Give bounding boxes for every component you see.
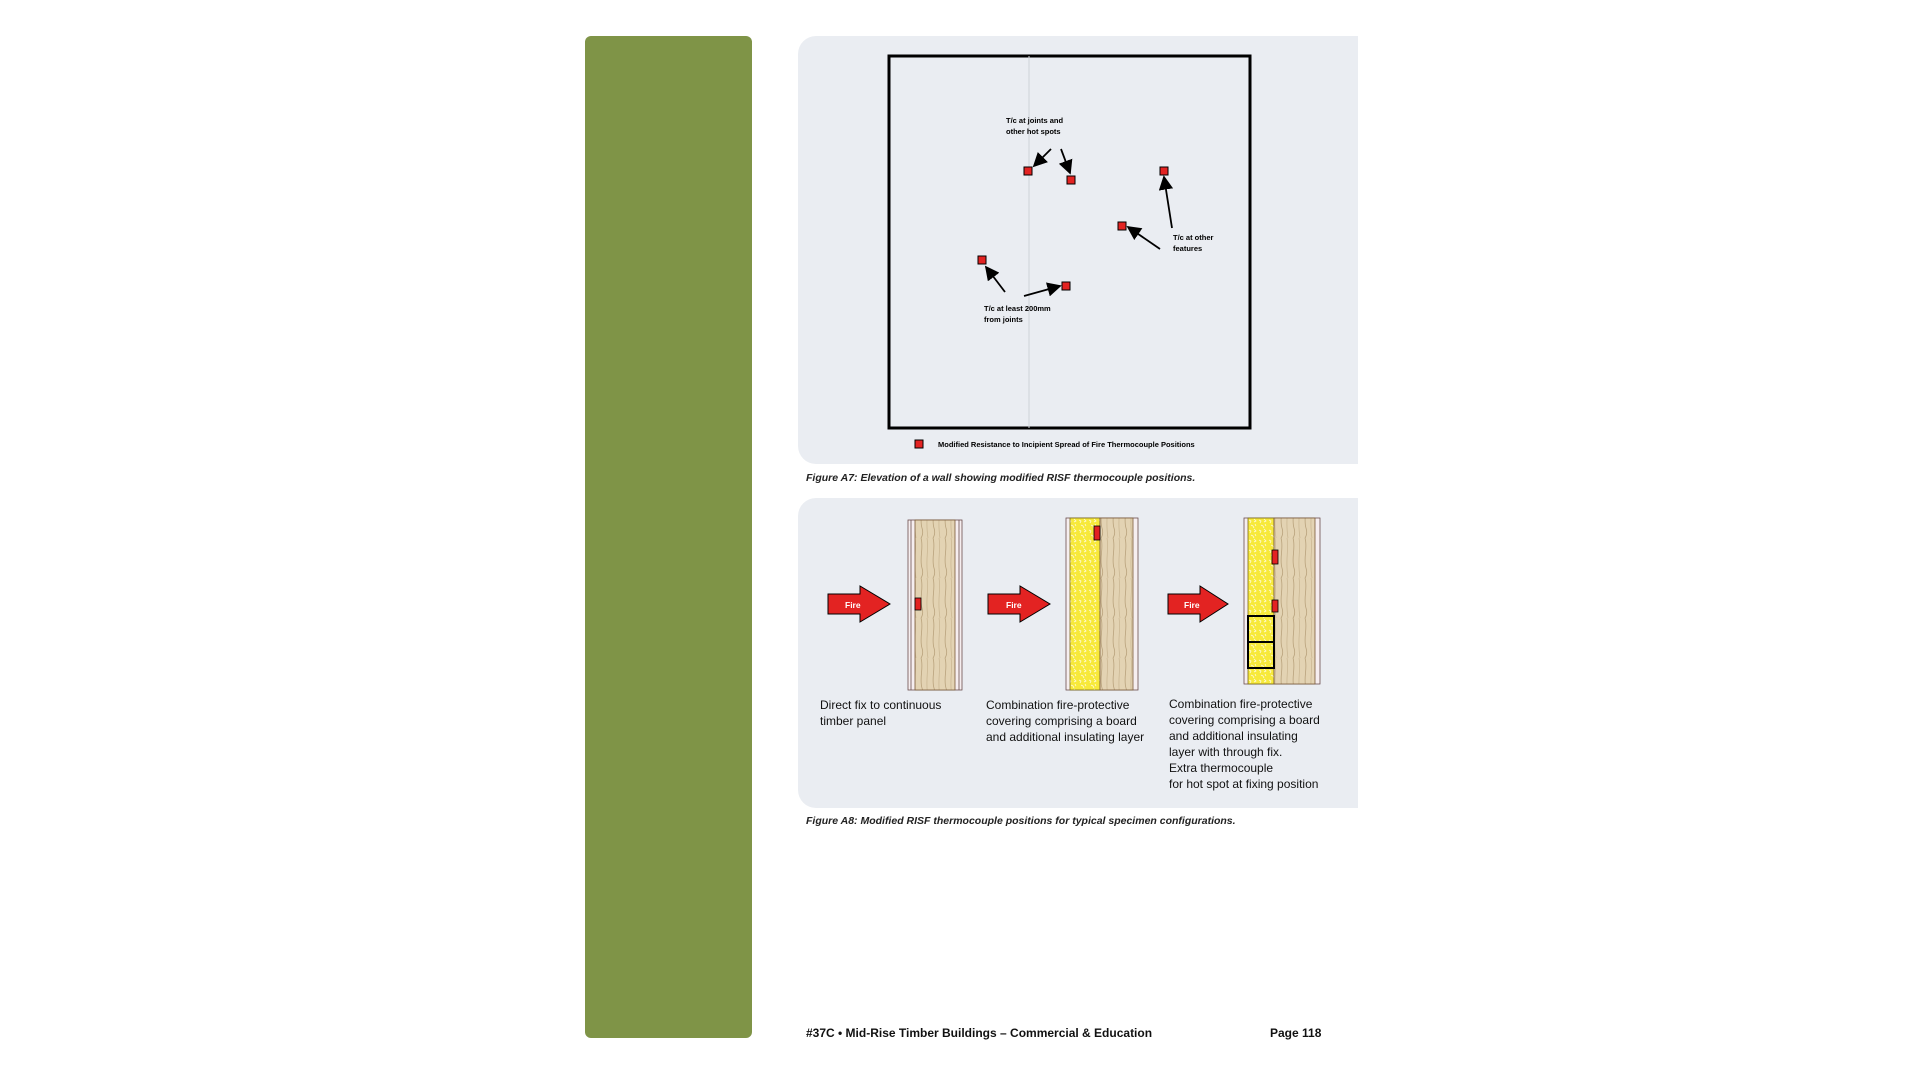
legend-text: Modified Resistance to Incipient Spread of Fire Thermocouple Positions — [938, 440, 1195, 449]
arrow — [1034, 149, 1051, 166]
thermocouple-marker — [1024, 167, 1032, 175]
fire-arrow-icon — [1168, 586, 1228, 622]
arrow — [1128, 227, 1160, 249]
config1-section — [828, 520, 962, 690]
thermocouple-marker — [1094, 526, 1100, 540]
thermocouple-marker — [915, 598, 921, 610]
label-other-features: T/c at other features — [1173, 233, 1214, 253]
wall-outline — [889, 56, 1250, 428]
thermocouple-marker — [1272, 550, 1278, 564]
config1-description: Direct fix to continuous timber panel — [820, 698, 942, 728]
config2-description: Combination fire-protective covering comprising a board and additional insulating layer — [986, 698, 1145, 744]
label-200mm-from-joints: T/c at least 200mm from joints — [984, 304, 1051, 324]
fire-label: Fire — [1006, 600, 1022, 610]
fire-arrow-icon — [828, 586, 890, 622]
thermocouple-markers — [978, 167, 1168, 290]
arrow — [986, 267, 1005, 292]
footer-page-number: Page 118 — [1270, 1026, 1322, 1040]
label-joints-hot-spots: T/c at joints and other hot spots — [1006, 116, 1064, 136]
annotation-arrows — [986, 149, 1172, 296]
config3-description: Combination fire-protective covering comprising a board and additional insulating layer with through fix. Extra thermocouple for hot spot at fixing position — [1169, 697, 1320, 791]
thermocouple-marker — [1272, 600, 1278, 612]
arrow — [1061, 149, 1070, 173]
fire-arrow-icon — [988, 586, 1050, 622]
insulating-layer — [1070, 518, 1100, 690]
thermocouple-marker — [978, 256, 986, 264]
arrow — [1164, 177, 1172, 228]
legend-marker — [915, 440, 923, 448]
fire-label: Fire — [1184, 600, 1200, 610]
figure-a7-panel — [798, 36, 1358, 464]
config3-section — [1168, 518, 1320, 684]
sidebar-band — [585, 36, 752, 1038]
figure-a8-caption: Figure A8: Modified RISF thermocouple positions for typical specimen configurations. — [806, 815, 1236, 827]
thermocouple-marker — [1062, 282, 1070, 290]
timber-panel — [1100, 518, 1133, 690]
thermocouple-marker — [1067, 176, 1075, 184]
thermocouple-marker — [1118, 222, 1126, 230]
figure-a7-diagram — [798, 36, 1358, 464]
config2-section — [988, 518, 1138, 690]
insulating-layer — [1248, 518, 1274, 684]
thermocouple-marker — [1160, 167, 1168, 175]
figure-a7-caption: Figure A7: Elevation of a wall showing modified RISF thermocouple positions. — [806, 472, 1196, 484]
timber-panel — [1274, 518, 1315, 684]
fire-label: Fire — [845, 600, 861, 610]
footer-document-title: #37C • Mid-Rise Timber Buildings – Commercial & Education — [806, 1026, 1153, 1040]
